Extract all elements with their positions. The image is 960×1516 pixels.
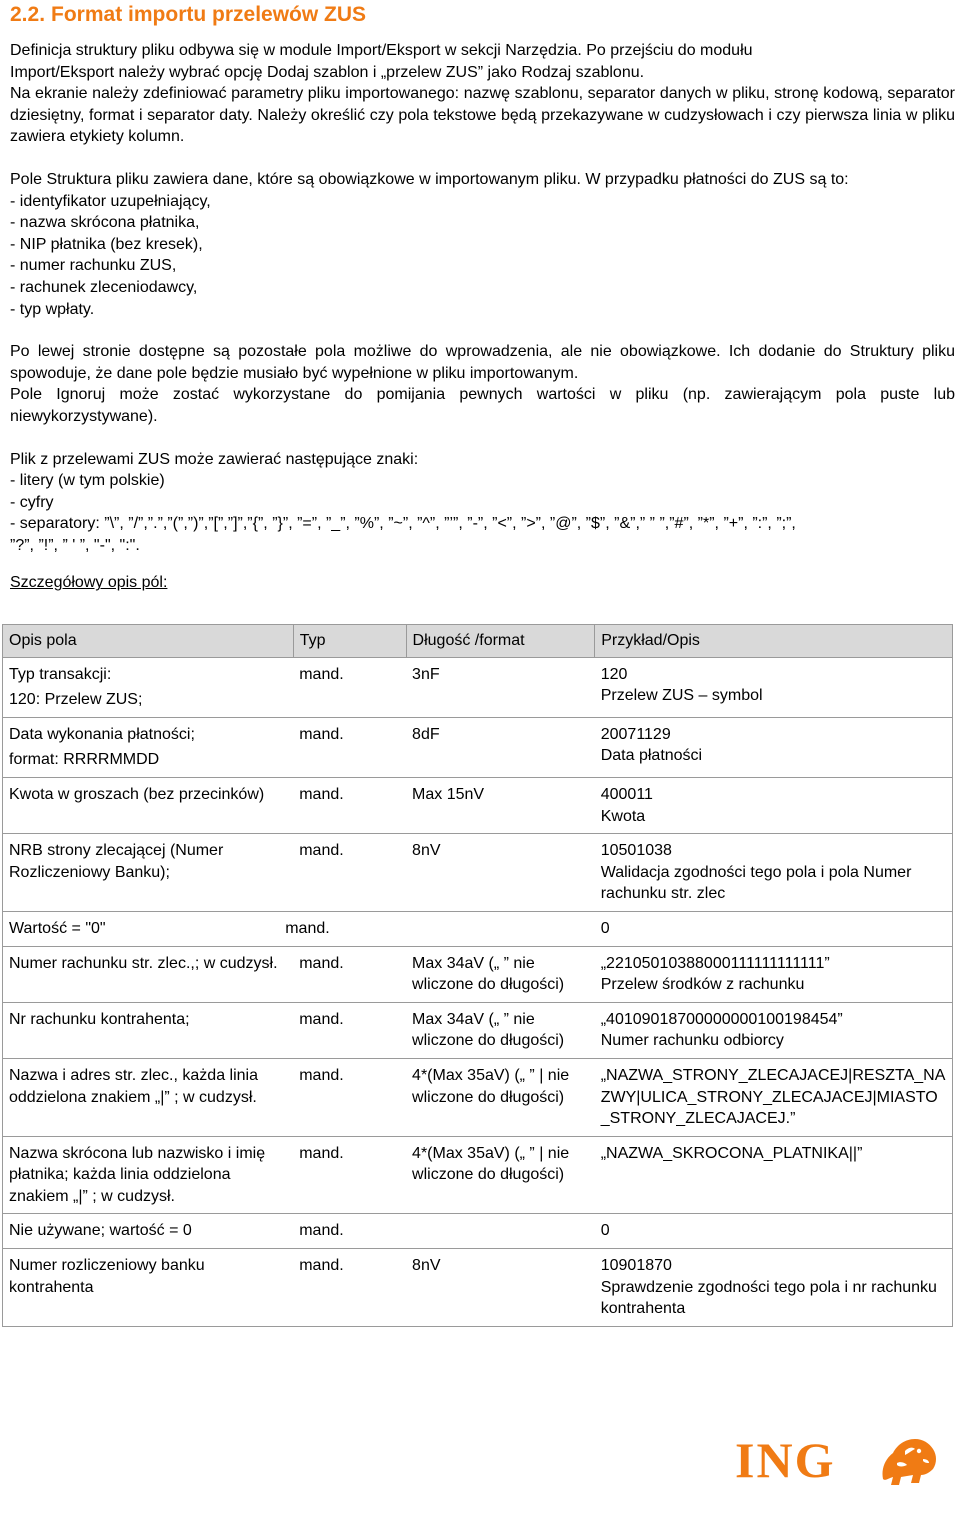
cell-example-2: Przelew środków z rachunku [600, 976, 805, 994]
cell-type: mand. [293, 834, 406, 912]
cell-example: 10901870 [600, 1257, 672, 1275]
paragraph-intro-line2: Import/Eksport należy wybrać opcję Dodaj szablon i „przelew ZUS” jako Rodzaj szablonu. [10, 63, 645, 81]
cell-type: mand. [293, 717, 406, 777]
list-item: - separatory: ”\”, ”/”,”.”,”(”,”)”,”[”,”]”,”{”, ”}”, ”=”, ”_”, ”%”, ”~”, ”^”, ”’”, ”-”, ”<”, ”>”, ”@”, ”$”, ”&”,” ” ”,”#”, ”*”, ”+”, ”:”, ”;”, [10, 515, 796, 533]
list-item: - typ wpłaty. [10, 300, 95, 318]
cell-desc: Numer rozliczeniowy banku kontrahenta [3, 1249, 294, 1327]
table-row [3, 657, 953, 717]
cell-example-2: Walidacja zgodności tego pola i pola Numer rachunku str. zlec [600, 863, 912, 903]
table-row [3, 834, 953, 912]
cell-format: 3nF [406, 657, 595, 717]
header-length: Długość /format [406, 625, 595, 658]
paragraph-ignore-field: Pole Ignoruj może zostać wykorzystane do pomijania pewnych wartości w pliku (np. zawierającym pola puste lub niewykorzystywane). [10, 386, 955, 425]
cell-type: mand. [293, 1214, 406, 1249]
cell-example: „NAZWA_STRONY_ZLECAJACEJ|RESZTA_NAZWY|ULICA_STRONY_ZLECAJACEJ|MIASTO_STRONY_ZLECAJACEJ.” [595, 1058, 953, 1136]
table-row [3, 1214, 953, 1249]
cell-example-2: Sprawdzenie zgodności tego pola i nr rachunku kontrahenta [600, 1278, 937, 1318]
cell-format: Max 34aV („ ” nie wliczone do długości) [406, 1002, 595, 1058]
cell-example: 20071129 [600, 725, 671, 743]
header-field-desc: Opis pola [3, 625, 294, 658]
cell-type: mand. [293, 777, 406, 833]
list-item: ”?”, ”!”, ” ' ”, "-", ":". [10, 536, 140, 554]
cell-format: 8nV [406, 1249, 595, 1327]
table-row [3, 717, 953, 777]
cell-type: mand. [293, 946, 406, 1002]
section-number: 2.2. [10, 3, 46, 26]
cell-example: 10501038 [600, 842, 672, 860]
section-title: Format importu przelewów ZUS [51, 3, 367, 26]
cell-example: „22105010388000111111111111” [600, 954, 830, 972]
cell-desc: Kwota w groszach (bez przecinków) [3, 777, 294, 833]
table-row [3, 777, 953, 833]
cell-desc-2: format: RRRRMMDD [9, 751, 160, 769]
cell-type: mand. [293, 1002, 406, 1058]
paragraph-structure: Pole Struktura pliku zawiera dane, które są obowiązkowe w importowanym pliku. W przypadku płatności do ZUS są to: [10, 170, 849, 188]
list-item: - NIP płatnika (bez kresek), [10, 235, 203, 253]
paragraph-intro-rest: Na ekranie należy zdefiniować parametry pliku importowanego: nazwę szablonu, separator danych w pliku, stronę kodową, separator dziesiętny, format i separator daty. Należy określić czy pola tekstowe będą przekazywane w cudzysłowach i czy pierwsza linia w pliku zawiera etykiety kolumn. [10, 85, 955, 146]
list-item: - identyfikator uzupełniający, [10, 192, 211, 210]
list-item: - nazwa skrócona płatnika, [10, 214, 200, 232]
cell-format: 8dF [406, 717, 595, 777]
cell-desc: NRB strony zlecającej (Numer Rozliczeniowy Banku); [3, 834, 294, 912]
cell-type: mand. [285, 911, 398, 946]
cell-example: 120 [600, 665, 628, 683]
header-example: Przykład/Opis [595, 625, 953, 658]
lion-icon [875, 1433, 939, 1489]
cell-desc: Nr rachunku kontrahenta; [3, 1002, 294, 1058]
paragraph-allowed-chars: Plik z przelewami ZUS może zawierać następujące znaki: [10, 450, 419, 468]
allowed-chars-list [10, 470, 955, 556]
cell-example-2: Numer rachunku odbiorcy [600, 1032, 784, 1050]
cell-format: 4*(Max 35aV) („ ” | nie wliczone do długości) [406, 1136, 595, 1214]
cell-format: Max 15nV [406, 777, 595, 833]
document-page [10, 0, 955, 596]
list-item: - numer rachunku ZUS, [10, 257, 177, 275]
cell-desc: Nazwa i adres str. zlec., każda linia oddzielona znakiem „|” ; w cudzysł. [3, 1058, 294, 1136]
required-fields-list [10, 191, 955, 321]
cell-desc-2: 120: Przelew ZUS; [9, 691, 143, 709]
ing-logo [735, 1433, 945, 1493]
cell-type: mand. [293, 1058, 406, 1136]
logo-wordmark: ING [735, 1432, 836, 1488]
table-row [3, 1136, 953, 1214]
cell-format [406, 1214, 595, 1249]
table-row [3, 911, 953, 946]
cell-example-2: Kwota [600, 807, 646, 825]
cell-desc: Data wykonania płatności; [9, 725, 195, 743]
cell-desc: Nie używane; wartość = 0 [3, 1214, 294, 1249]
paragraph-optional-fields: Po lewej stronie dostępne są pozostałe pola możliwe do wprowadzenia, ale nie obowiązkowe. Ich dodanie do Struktury pliku spowoduje, że dane pole będzie musiało być wypełnione w pliku importowanym. [10, 343, 955, 382]
cell-example-2: Przelew ZUS – symbol [600, 687, 763, 705]
cell-desc: Typ transakcji: [9, 665, 112, 683]
cell-type: mand. [293, 657, 406, 717]
table-row [3, 1058, 953, 1136]
table-header-row [3, 625, 953, 658]
cell-format: 4*(Max 35aV) („ ” | nie wliczone do długości) [406, 1058, 595, 1136]
list-item: - litery (w tym polskie) [10, 472, 165, 490]
cell-example: „NAZWA_SKROCONA_PLATNIKA||” [595, 1136, 953, 1214]
cell-desc: Nazwa skrócona lub nazwisko i imię płatnika; każda linia oddzielona znakiem „|” ; w cudzysł. [3, 1136, 294, 1214]
cell-example: 400011 [600, 785, 653, 803]
cell-desc: Wartość = "0" [3, 911, 294, 946]
cell-example: 0 [595, 911, 953, 946]
cell-format: 8nV [406, 834, 595, 912]
cell-type: mand. [293, 1136, 406, 1214]
cell-example-2: Data płatności [600, 747, 703, 765]
table-title: Szczegółowy opis pól: [10, 574, 168, 592]
table-row [3, 1249, 953, 1327]
cell-type: mand. [293, 1249, 406, 1327]
cell-format [406, 911, 595, 946]
list-item: - rachunek zleceniodawcy, [10, 278, 198, 296]
cell-desc: Numer rachunku str. zlec.,; w cudzysł. [3, 946, 294, 1002]
cell-example: „40109018700000000100198454” [600, 1010, 843, 1028]
paragraph-intro-line1: Definicja struktury pliku odbywa się w module Import/Eksport w sekcji Narzędzia. Po przejściu do modułu [10, 42, 753, 59]
field-spec-table [2, 624, 953, 1327]
table-row [3, 946, 953, 1002]
table-row [3, 1002, 953, 1058]
cell-example: 0 [595, 1214, 953, 1249]
header-type: Typ [293, 625, 406, 658]
cell-format: Max 34aV („ ” nie wliczone do długości) [406, 946, 595, 1002]
section-heading [10, 0, 955, 32]
list-item: - cyfry [10, 493, 54, 511]
